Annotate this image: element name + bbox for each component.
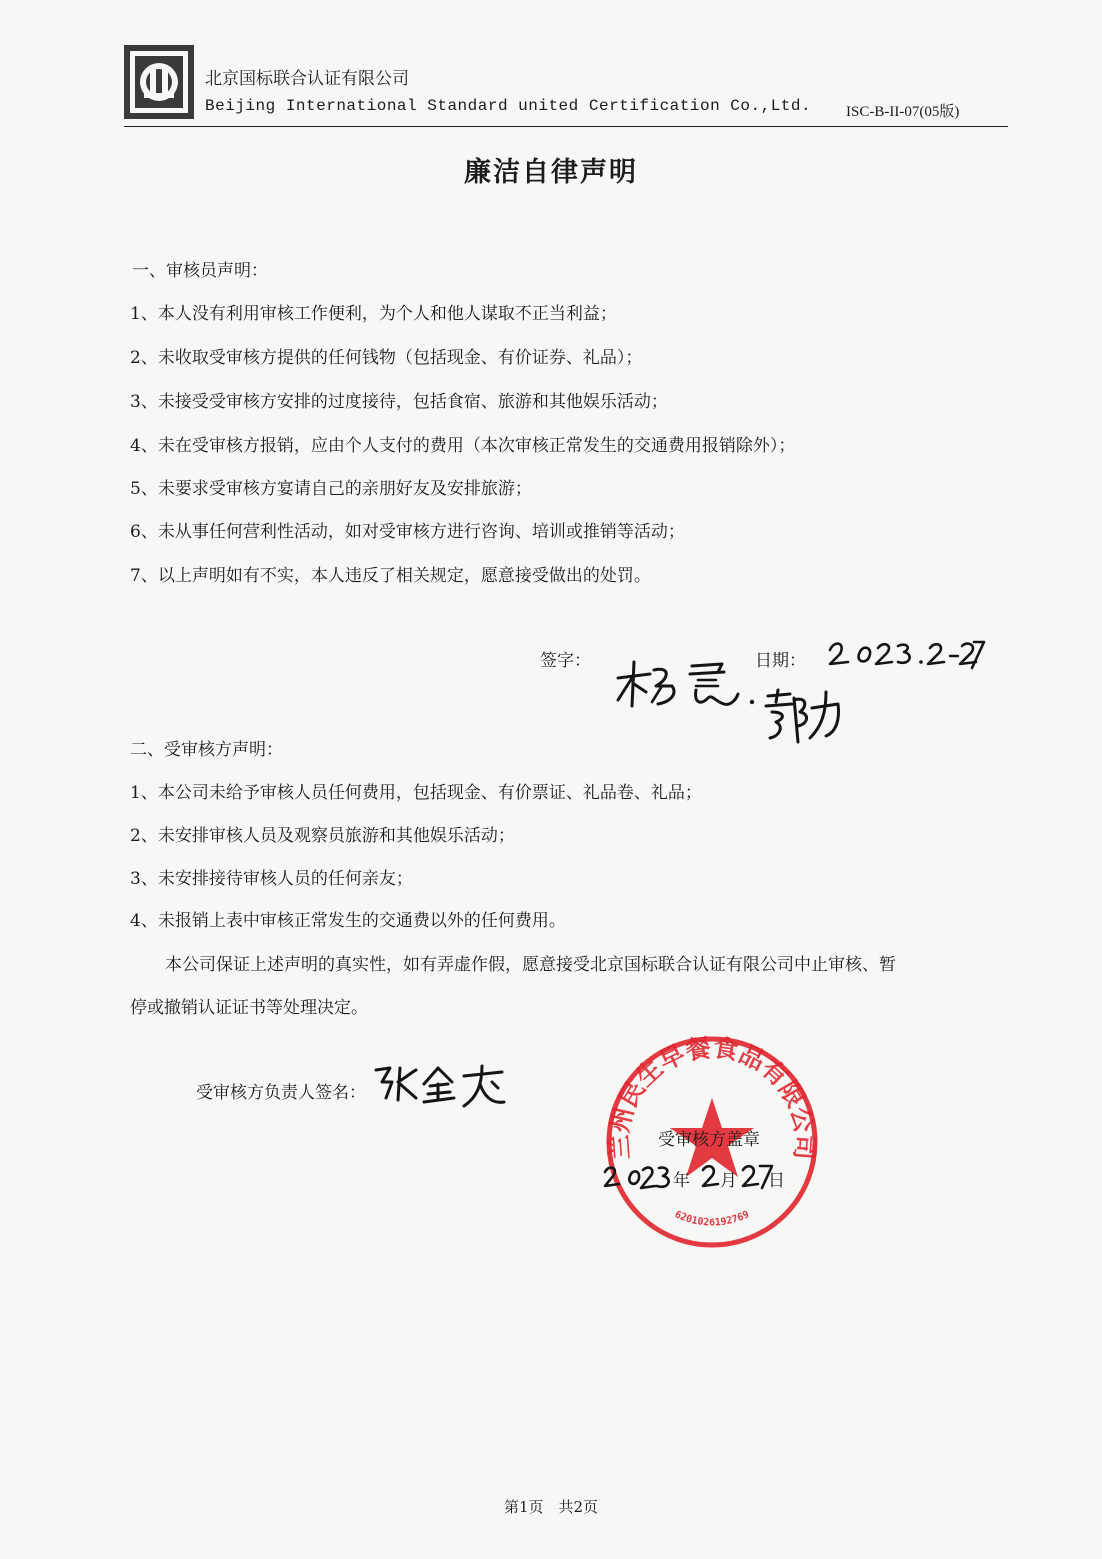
svg-text:6201026192769 — [673, 1209, 751, 1228]
section2-item: 3、未安排接待审核人员的任何亲友； — [130, 869, 413, 889]
seal-date-day-label: 日 — [768, 1171, 785, 1191]
section1-heading: 一、审核员声明： — [132, 261, 268, 281]
section1-item: 7、以上声明如有不实，本人违反了相关规定，愿意接受做出的处罚。 — [130, 566, 651, 586]
company-name-en: Beijing International Standard united Certification Co.,Ltd. — [205, 97, 812, 115]
seal-label: 受审核方盖章 — [658, 1130, 760, 1150]
page-number: 第1页 共2页 — [503, 1498, 599, 1516]
seal-date-month-handwritten — [700, 1160, 722, 1190]
seal-date-year-handwritten — [603, 1160, 675, 1194]
section1-item: 3、未接受受审核方安排的过度接待，包括食宿、旅游和其他娱乐活动； — [130, 392, 668, 412]
sign-label: 签字： — [540, 651, 591, 671]
seal-number: 6201026192769 — [672, 1209, 752, 1229]
section1-item: 5、未要求受审核方宴请自己的亲朋好友及安排旅游； — [130, 479, 532, 499]
section2-item: 4、未报销上表中审核正常发生的交通费以外的任何费用。 — [130, 911, 566, 931]
seal-date-month-label: 月 — [720, 1171, 737, 1191]
header-divider — [124, 126, 1008, 127]
section1-item: 1、本人没有利用审核工作便利，为个人和他人谋取不正当利益； — [130, 304, 617, 324]
section2-item: 2、未安排审核人员及观察员旅游和其他娱乐活动； — [130, 826, 515, 846]
seal-date-year-label: 年 — [673, 1171, 690, 1191]
section1-item: 2、未收取受审核方提供的任何钱物（包括现金、有价证券、礼品）； — [130, 348, 643, 368]
company-logo — [124, 45, 194, 119]
document-code: ISC-B-II-07(05版) — [846, 104, 960, 120]
responsible-signature — [372, 1062, 512, 1110]
section1-item: 4、未在受审核方报销，应由个人支付的费用（本次审核正常发生的交通费用报销除外）； — [130, 436, 796, 456]
page-title: 廉洁自律声明 — [464, 157, 638, 188]
guarantee-paragraph: 本公司保证上述声明的真实性，如有弄虚作假，愿意接受北京国标联合认证有限公司中止审核、暂 — [165, 955, 896, 975]
section2-heading: 二、受审核方声明： — [130, 740, 283, 760]
date-label: 日期： — [755, 651, 806, 671]
section1-item: 6、未从事任何营利性活动，如对受审核方进行咨询、培训或推销等活动； — [130, 522, 685, 542]
seal-text: 兰州民生早餐食品有限公司 — [604, 1034, 820, 1161]
responsible-sign-label: 受审核方负责人签名： — [196, 1083, 366, 1103]
company-name-cn: 北京国标联合认证有限公司 — [205, 69, 409, 89]
guarantee-paragraph-cont: 停或撤销认证证书等处理决定。 — [130, 998, 368, 1018]
section2-item: 1、本公司未给予审核人员任何费用，包括现金、有价票证、礼品卷、礼品； — [130, 783, 702, 803]
auditor-signature — [612, 656, 852, 756]
